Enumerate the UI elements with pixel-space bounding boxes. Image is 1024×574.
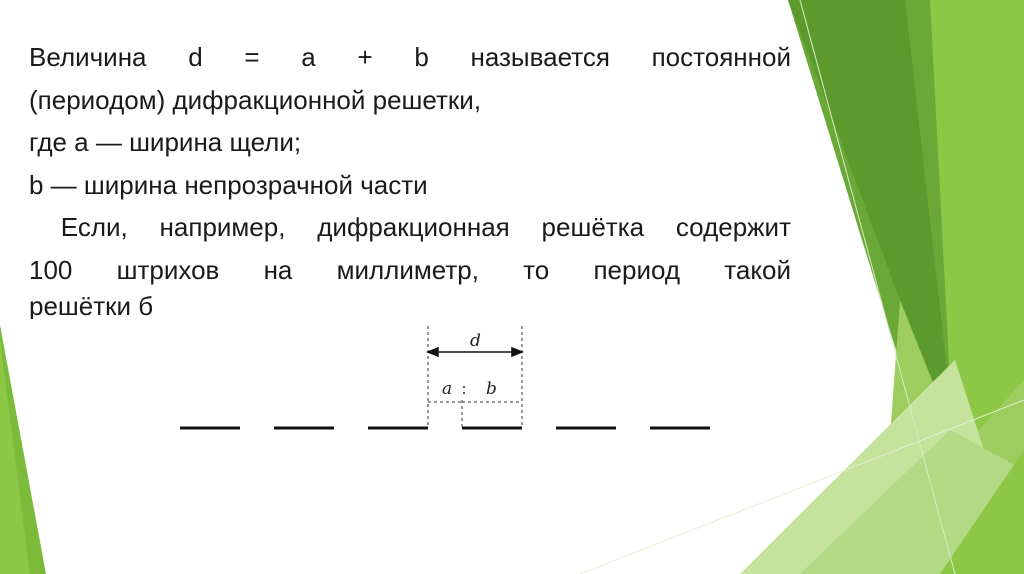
d-arrow-head-right bbox=[512, 348, 522, 356]
main-text bbox=[29, 36, 791, 319]
label-a: a bbox=[442, 379, 453, 399]
definition-line-2: (периодом) дифракционной решетки, bbox=[29, 84, 482, 115]
grating-diagram bbox=[170, 318, 730, 448]
example-line-3-clipped: решётки б bbox=[29, 291, 154, 319]
example-line-1: Если, например, дифракционная решётка содержит bbox=[29, 212, 791, 242]
slit-width-line: где a — ширина щели; bbox=[29, 127, 302, 157]
opaque-width-line: b — ширина непрозрачной части bbox=[29, 169, 428, 200]
separator-dot-bottom bbox=[463, 392, 465, 394]
separator-dot-top bbox=[463, 386, 465, 388]
left-accent-inner-shape bbox=[0, 340, 30, 574]
label-d: d bbox=[470, 331, 481, 351]
example-line-2: 100 штрихов на миллиметр, то период такой bbox=[29, 254, 791, 285]
definition-line-1: Величина d = a + b называется постоянной bbox=[29, 42, 791, 72]
label-b: b bbox=[486, 379, 497, 399]
d-arrow-head-left bbox=[428, 348, 438, 356]
